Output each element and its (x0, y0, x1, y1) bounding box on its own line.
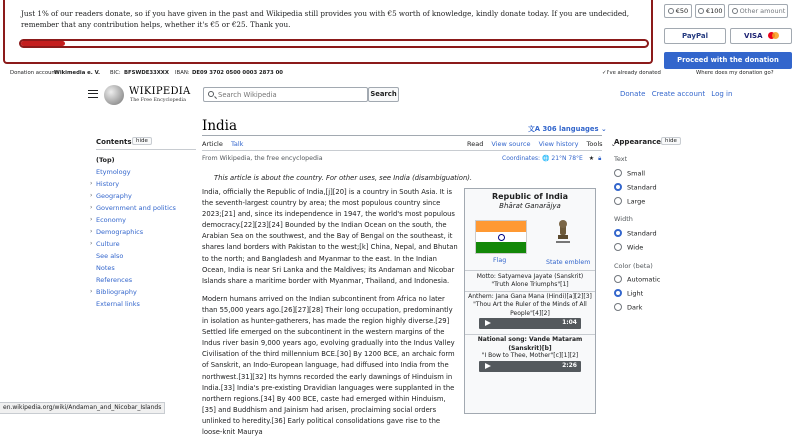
toc-item-label: Notes (96, 264, 115, 272)
toc-item-label: Culture (96, 240, 120, 248)
tab-view-source[interactable]: View source (491, 140, 531, 148)
audio-duration: 1:04 (562, 319, 577, 326)
toc-item-label: Demographics (96, 228, 144, 236)
tools-menu[interactable]: Tools ⌄ (586, 140, 617, 148)
infobox-divider (465, 334, 595, 335)
already-donated-link[interactable]: ✓ I've already donated (602, 70, 661, 76)
toc-item[interactable] (90, 286, 196, 298)
donation-progress-fill (21, 41, 65, 46)
audio-duration: 2:26 (562, 362, 577, 369)
color-label: Color (beta) (614, 262, 653, 270)
title-divider (202, 135, 602, 136)
toc-item[interactable] (96, 274, 196, 286)
text-size-option-label: Small (627, 169, 646, 178)
article-body (202, 187, 458, 445)
infobox-divider (465, 270, 595, 271)
coordinates-link[interactable]: 21°N 78°E (551, 155, 583, 162)
lock-icon[interactable]: 🔒︎ (598, 155, 602, 162)
chevron-right-icon[interactable]: › (90, 204, 93, 211)
create-account-link[interactable]: Create account (651, 90, 706, 98)
tabs-divider (202, 150, 602, 151)
search-button[interactable]: Search (368, 87, 399, 102)
text-size-label: Text (614, 155, 628, 163)
mastercard-icon (768, 32, 778, 39)
radio-button[interactable] (614, 275, 622, 283)
infobox-national-song-translation: "I Bow to Thee, Mother"[c][1][2] (481, 352, 579, 359)
color-option-label: Light (627, 289, 644, 298)
toc-item[interactable] (90, 214, 196, 226)
toc-item-label: Government and politics (96, 204, 176, 212)
toc-title: Contents (96, 138, 132, 146)
card-option[interactable]: VISA (730, 28, 792, 44)
toc-item[interactable] (90, 226, 196, 238)
main-menu-icon[interactable] (88, 90, 98, 98)
toc-item[interactable] (90, 202, 196, 214)
toc-list (90, 154, 196, 310)
toc-item-label: (Top) (96, 156, 115, 164)
toc-item[interactable] (90, 190, 196, 202)
user-links (620, 90, 736, 98)
lead-paragraph: India, officially the Republic of India,[j][20] is a country in South Asia. It is the seventh-largest country by area; the most populous country since 2023;[21] and, since its independence in 1947, the world's most populous democracy.[22][23][24] Bounded by the Indian Ocean on the south, the Arabian Sea on the southwest, and the Bay of Bengal on the southeast, it shares land borders with Pakistan to the west;[k] China, Nepal, and Bhutan to the north; and Bangladesh and Myanmar to the east. In the Indian Ocean, India is near Sri Lanka and the Maldives; its Andaman and Nicobar Islands share a maritime border with Myanmar, Thailand, and Indonesia. (202, 188, 458, 285)
color-option[interactable] (614, 275, 660, 284)
site-subtitle: From Wikipedia, the free encyclopedia (202, 155, 323, 162)
table-of-contents (90, 138, 196, 308)
tab-read[interactable]: Read (467, 140, 483, 151)
link-preview-statusbar: en.wikipedia.org/wiki/Andaman_and_Nicobar_Islands (0, 402, 165, 414)
chevron-right-icon[interactable]: › (90, 288, 93, 295)
toc-item[interactable] (96, 250, 196, 262)
chevron-right-icon[interactable]: › (90, 240, 93, 247)
history-paragraph: Modern humans arrived on the Indian subcontinent from Africa no later than 55,000 years ago.[26][27][28] Their long occupation, predominantly in isolation as hunter-gatherers, has made the region highly diverse.[29] Settled life emerged on the subcontinent in the western margins of the Indus river basin 9,000 years ago, evolving gradually into the Indus Valley Civilisation of the third millennium BCE.[30] By 1200 BCE, an archaic form of Sanskrit, an Indo-European language, had diffused into India from the northwest.[31][32] Its hymns recorded the early dawnings of Hinduism in India.[33] India's pre-existing Dravidian languages were supplanted in the northern regions.[34] By 400 BCE, caste had emerged within Hinduism,[35] and Buddhism and Jainism had arisen, proclaiming social orders unlinked to heredity.[36] Early political consolidations gave rise to the loose-knit Maurya (202, 294, 455, 436)
color-option[interactable] (614, 303, 642, 312)
appearance-title: Appearance (614, 138, 661, 146)
infobox-anthem-translation: "Thou Art the Ruler of the Minds of All People"[4][2] (473, 301, 587, 317)
radio-button[interactable] (614, 197, 622, 205)
amount-option-50[interactable]: €50 (664, 4, 692, 18)
page-title: India (202, 118, 238, 134)
view-tabs (467, 140, 628, 148)
globe-icon: 🌐 (541, 155, 550, 162)
text-size-option-label: Standard (627, 183, 657, 192)
star-icon[interactable]: ★ (588, 155, 595, 162)
toc-item-label: References (96, 276, 133, 284)
song-audio-player[interactable] (479, 361, 581, 372)
text-size-option[interactable] (614, 183, 657, 192)
chevron-right-icon[interactable]: › (90, 192, 93, 199)
width-label: Width (614, 215, 633, 223)
iban-value: DE09 3702 0500 0003 2873 00 (192, 70, 283, 76)
chevron-down-icon: ⌄ (610, 140, 617, 148)
bic-label: BIC: (110, 70, 121, 76)
toc-item[interactable] (96, 154, 196, 166)
toc-item-label: Geography (96, 192, 132, 200)
radio-button[interactable] (614, 303, 622, 311)
text-size-option-label: Large (627, 197, 646, 206)
infobox-national-song: National song: Vande Mataram (Sanskrit)[b] (477, 336, 583, 352)
radio-button[interactable] (614, 183, 622, 191)
infobox-title: Republic of India (491, 192, 569, 201)
infobox-anthem: Anthem: Jana Gana Mana (Hindi)[a][2][3] (468, 293, 592, 300)
anthem-audio-player[interactable] (479, 318, 581, 329)
amount-option-100[interactable]: €100 (695, 4, 725, 18)
search-input[interactable] (218, 88, 366, 101)
donation-progress-bar (19, 39, 649, 48)
account-label: Donation account: (10, 70, 59, 76)
infobox-divider (465, 291, 595, 292)
text-size-option[interactable] (614, 197, 645, 206)
wikipedia-globe-icon[interactable] (104, 85, 124, 105)
emblem-caption[interactable]: State emblem (546, 259, 591, 266)
toc-item-label: See also (96, 252, 124, 260)
infobox-motto: Motto: Satyameva Jayate (Sanskrit) (476, 273, 584, 280)
toc-item[interactable] (96, 262, 196, 274)
paypal-option[interactable]: PayPal (664, 28, 726, 44)
toc-item-label: History (96, 180, 120, 188)
tab-talk[interactable]: Talk (230, 140, 244, 148)
chevron-right-icon[interactable]: › (90, 216, 93, 223)
play-icon[interactable] (485, 320, 491, 326)
chevron-down-icon: ⌄ (600, 125, 607, 133)
width-option[interactable] (614, 243, 643, 252)
play-icon[interactable] (485, 363, 491, 369)
width-option[interactable] (614, 229, 657, 238)
color-option[interactable] (614, 289, 643, 298)
radio-button[interactable] (614, 229, 622, 237)
tab-article[interactable]: Article (202, 140, 223, 151)
donate-link[interactable]: Donate (620, 90, 646, 98)
chevron-right-icon[interactable]: › (90, 180, 93, 187)
banner-message-box (3, 0, 653, 64)
chevron-right-icon[interactable]: › (90, 228, 93, 235)
banner-message: Just 1% of our readers donate, so if you have given in the past and Wikipedia still provides you with €5 worth of knowledge, kindly donate today. If you are undecided, remember that any contribution helps, whether it's €5 or €25. Thank you. (21, 9, 630, 29)
hatnote: This article is about the country. For other uses, see India (disambiguation). (214, 174, 473, 182)
state-emblem-image[interactable] (555, 219, 571, 249)
toc-item[interactable] (96, 166, 196, 178)
coordinates: Coordinates: 🌐 21°N 78°E ★ 🔒︎ (502, 155, 602, 162)
tab-view-history[interactable]: View history (538, 140, 579, 148)
donation-form (664, 4, 794, 64)
radio-button[interactable] (614, 169, 622, 177)
site-header (0, 80, 800, 110)
iban-label: IBAN: (175, 70, 190, 76)
namespace-tabs (202, 140, 249, 148)
toc-item-label: Bibliography (96, 288, 137, 296)
search-icon (208, 91, 214, 97)
width-option-label: Standard (627, 229, 657, 238)
toc-divider (96, 149, 196, 150)
account-value: Wikimedia e. V. (54, 70, 101, 76)
toc-item[interactable] (96, 298, 196, 310)
wikipedia-wordmark[interactable]: WIKIPEDIA (129, 86, 191, 97)
radio-button[interactable] (614, 243, 622, 251)
language-button[interactable]: 文A 306 languages ⌄ (528, 125, 607, 133)
infobox-subtitle: Bhārat Ganarājya (499, 202, 561, 210)
toc-item[interactable] (90, 178, 196, 190)
color-option-label: Automatic (627, 275, 661, 284)
wikipedia-tagline: The Free Encyclopedia (130, 98, 186, 103)
toc-item[interactable] (90, 238, 196, 250)
log-in-link[interactable]: Log in (711, 90, 733, 98)
donation-banner (0, 0, 800, 80)
appearance-hide-button[interactable]: hide (661, 137, 681, 145)
radio-button[interactable] (614, 289, 622, 297)
toc-item-label: External links (96, 300, 140, 308)
infobox (464, 188, 596, 414)
flag-caption[interactable]: Flag (493, 257, 507, 264)
search-box[interactable] (203, 87, 368, 102)
india-flag-image[interactable] (475, 220, 527, 254)
translate-icon: 文A (528, 125, 541, 133)
proceed-donation-button[interactable]: Proceed with the donation (664, 52, 792, 69)
toc-item-label: Economy (96, 216, 126, 224)
bic-value: BFSWDE33XXX (124, 70, 169, 76)
where-donation-link[interactable]: Where does my donation go? (696, 70, 774, 76)
appearance-panel (614, 138, 724, 312)
toc-hide-button[interactable]: hide (132, 137, 152, 145)
width-option-label: Wide (627, 243, 644, 252)
color-option-label: Dark (627, 303, 643, 312)
infobox-motto-translation: "Truth Alone Triumphs"[1] (491, 281, 569, 288)
toc-item-label: Etymology (96, 168, 131, 176)
text-size-option[interactable] (614, 169, 645, 178)
other-amount-input[interactable]: Other amount (728, 4, 788, 18)
